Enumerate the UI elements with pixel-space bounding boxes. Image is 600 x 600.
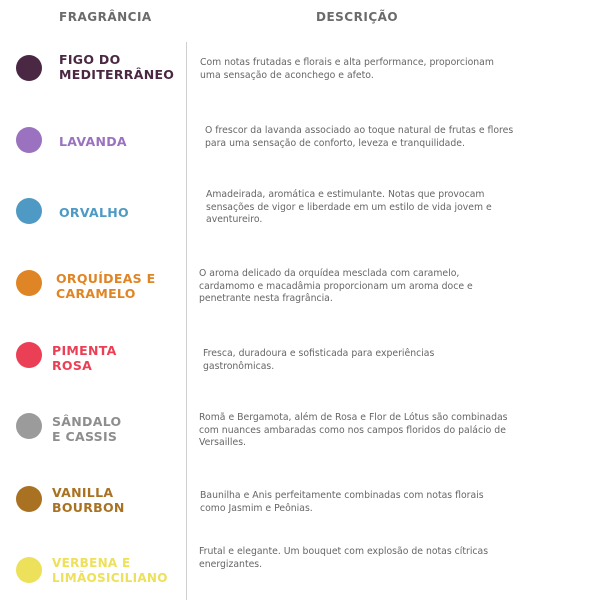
color-dot (16, 127, 42, 153)
fragrance-name-line1: FIGO DO (59, 52, 121, 67)
fragrance-description: Romã e Bergamota, além de Rosa e Flor de Lótus são combinadas com nuances ambaradas como nos campos floridos do palácio de Versailles. (199, 412, 508, 448)
color-dot (16, 342, 42, 368)
fragrance-name-line1: PIMENTA (52, 343, 117, 358)
description-column-header: DESCRIÇÃO (316, 10, 399, 24)
color-dot (16, 198, 42, 224)
fragrance-description: Com notas frutadas e florais e alta performance, proporcionam uma sensação de aconchego e afeto. (200, 57, 494, 81)
fragrance-name (59, 134, 187, 149)
fragrance-name-line2: BOURBON (52, 500, 125, 515)
fragrance-description: O frescor da lavanda associado ao toque natural de frutas e flores para uma sensação de conforto, leveza e tranquilidade. (205, 125, 514, 149)
fragrance-name-line1: ORQUÍDEAS E (56, 271, 156, 286)
fragrance-description: O aroma delicado da orquídea mesclada com caramelo, cardamomo e macadâmia proporcionam um aroma doce e penetrante nesta fragrância. (199, 268, 473, 304)
fragrance-name-line1: ORVALHO (59, 205, 129, 220)
fragrance-name (52, 414, 180, 444)
fragrance-name (52, 343, 180, 373)
fragrance-name (52, 556, 182, 586)
fragrance-name (59, 205, 187, 220)
fragrance-name-line1: SÂNDALO (52, 414, 122, 429)
fragrance-name (52, 485, 180, 515)
fragrance-name-line1: LAVANDA (59, 134, 127, 149)
color-dot (16, 413, 42, 439)
fragrance-description: Frutal e elegante. Um bouquet com explosão de notas cítricas energizantes. (199, 546, 489, 570)
fragrance-name-line1: VANILLA (52, 485, 114, 500)
fragrance-name (59, 52, 187, 82)
color-dot (16, 557, 42, 583)
fragrance-name (56, 271, 184, 301)
fragrance-description: Fresca, duradoura e sofisticada para experiências gastronômicas. (203, 348, 435, 372)
fragrance-description: Amadeirada, aromática e estimulante. Notas que provocam sensações de vigor e liberdade em um estilo de vida jovem e aventureiro. (206, 189, 492, 225)
fragrance-name-line2: MEDITERRÂNEO (59, 67, 175, 82)
fragrance-description: Baunilha e Anis perfeitamente combinadas com notas florais como Jasmim e Peônias. (200, 490, 484, 514)
color-dot (16, 486, 42, 512)
table-header (0, 0, 600, 30)
fragrance-name-line2: LIMÃOSICILIANO (52, 571, 168, 585)
fragrance-name-line2: CARAMELO (56, 286, 136, 301)
fragrance-name-line1: VERBENA E (52, 556, 131, 570)
fragrance-column-header: FRAGRÂNCIA (59, 10, 152, 24)
column-divider (186, 42, 187, 600)
color-dot (16, 55, 42, 81)
fragrance-name-line2: ROSA (52, 358, 93, 373)
fragrance-name-line2: E CASSIS (52, 429, 118, 444)
color-dot (16, 270, 42, 296)
